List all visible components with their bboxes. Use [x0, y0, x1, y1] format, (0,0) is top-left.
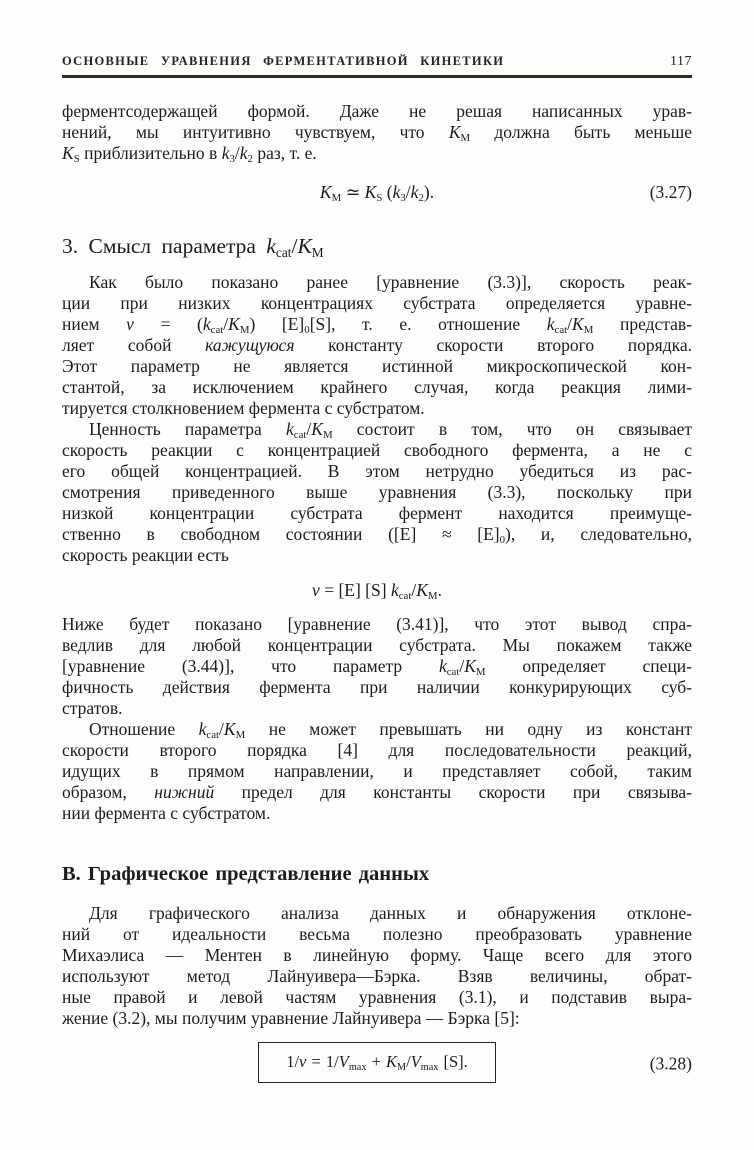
- equation-3-28-number: (3.28): [649, 1053, 692, 1074]
- text-line: Этот параметр не является истинной микроскопической кон-: [62, 356, 692, 376]
- text-line: низкой концентрации субстрата фермент находится преимуще-: [62, 503, 692, 523]
- section-heading-3: 3. Смысл параметра $k_{cat}/K_М$: [62, 234, 324, 260]
- text-line: ляет собой кажущуюся константу скорости второго порядка.: [62, 335, 692, 355]
- text-line: ний от идеальности весьма полезно преобразовать уравнение: [62, 924, 692, 944]
- running-header: [62, 54, 692, 69]
- text-line: его общей концентрацией. В этом нетрудно убедиться из рас-: [62, 461, 692, 481]
- text-line: скорость реакции есть: [62, 545, 229, 565]
- paragraph-graphical-analysis: [62, 903, 692, 1029]
- paragraph-km-ks: [62, 101, 692, 164]
- text-line: ственно в свободном состоянии $([E] \approx [E]_0)$, и, следовательно,: [62, 524, 692, 547]
- text-line: идущих в прямом направлении, и представляет собой, таким: [62, 761, 692, 781]
- text-line: скорости второго порядка [4] для последовательности реакций,: [62, 740, 692, 760]
- text-line: нений, мы интуитивно чувствуем, что $K_М$ должна быть меньше: [62, 122, 692, 145]
- paragraph-conclusion-validity: [62, 614, 692, 719]
- paragraph-ratio-limit: [62, 719, 692, 824]
- equation-3-28-box: [258, 1042, 496, 1083]
- text-line: Михаэлиса — Ментен в линейную форму. Чаще всего для этого: [62, 945, 692, 965]
- text-line: тируется столкновением фермента с субстратом.: [62, 398, 425, 418]
- text-line: жение (3.2), мы получим уравнение Лайнуивера — Бэрка [5]:: [62, 1008, 520, 1028]
- text-line: Как было показано ранее [уравнение (3.3)], скорость реак-: [89, 272, 692, 292]
- equation-3-28-formula: $1/v = 1/V_{max} + K_М/V_{max}$ [S].: [286, 1052, 468, 1073]
- text-line: ведлив для любой концентрации субстрата. Мы покажем также: [62, 635, 692, 655]
- text-line: $K_S$ приблизительно в $k_3/k_2$ раз, т. е.: [62, 143, 317, 166]
- page-number: 117: [670, 54, 692, 69]
- equation-rate-free-enzyme: [62, 578, 692, 602]
- text-line: используют метод Лайнуивера—Бэрка. Взяв величины, обрат-: [62, 966, 692, 986]
- equation-3-27-number: (3.27): [649, 182, 692, 202]
- text-line: ные правой и левой частям уравнения (3.1), и подставив выра-: [62, 987, 692, 1007]
- text-line: [уравнение (3.44)], что параметр $k_{cat}/K_М$ определяет специ-: [62, 656, 692, 679]
- equation-rate-free-enzyme-formula: v = [E] [S] $k_{cat}/K_М$.: [312, 580, 442, 603]
- text-line: ции при низких концентрациях субстрата определяется уравне-: [62, 293, 692, 313]
- text-line: Ценность параметра $k_{cat}/K_М$ состоит в том, что он связывает: [89, 419, 692, 442]
- text-line: смотрения приведенного выше уравнения (3.3), поскольку при: [62, 482, 692, 502]
- text-line: стратов.: [62, 698, 123, 718]
- text-line: фичность действия фермента при наличии конкурирующих суб-: [62, 677, 692, 697]
- text-line: стантой, за исключением крайнего случая, когда реакция лими-: [62, 377, 692, 397]
- text-line: Для графического анализа данных и обнаружения отклоне-: [89, 903, 692, 923]
- paragraph-rate-low-substrate: [62, 272, 692, 419]
- paragraph-parameter-value: [62, 419, 692, 566]
- text-line: Отношение $k_{cat}/K_М$ не может превышать ни одну из констант: [89, 719, 692, 742]
- equation-3-28-row: [62, 1042, 692, 1086]
- equation-3-27-formula: $K_М$ ≃ $K_S$ $(k_3/k_2)$.: [319, 182, 435, 205]
- text-line: нии фермента с субстратом.: [62, 803, 271, 823]
- text-line: нием $v = (k_{cat}/K_М)$ $[E]_0[S]$, т. е. отношение $k_{cat}/K_М$ представ-: [62, 314, 692, 337]
- equation-3-27: [62, 180, 692, 204]
- text-line: ферментсодержащей формой. Даже не решая написанных урав-: [62, 101, 692, 121]
- text-line: скорость реакции с концентрацией свободного фермента, а не с: [62, 440, 692, 460]
- header-rule: [62, 75, 692, 78]
- section-heading-B: В. Графическое представление данных: [62, 863, 430, 885]
- running-title: ОСНОВНЫЕ УРАВНЕНИЯ ФЕРМЕНТАТИВНОЙ КИНЕТИКИ: [62, 54, 505, 68]
- text-line: Ниже будет показано [уравнение (3.41)], что этот вывод спра-: [62, 614, 692, 634]
- text-line: образом, нижний предел для константы скорости при связыва-: [62, 782, 692, 802]
